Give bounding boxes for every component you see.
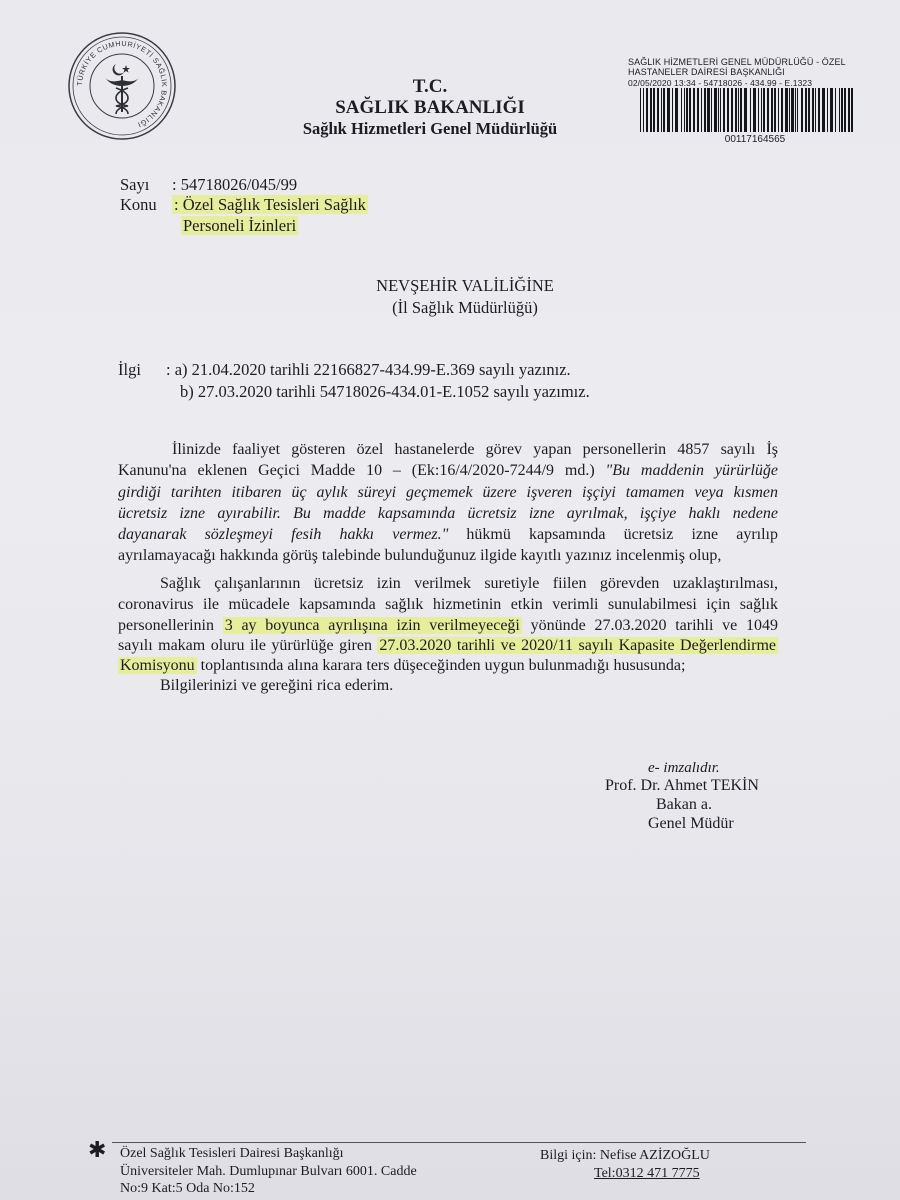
barcode-bar — [731, 88, 733, 132]
barcode-bar — [689, 88, 691, 132]
barcode-bar — [805, 88, 807, 132]
barcode-bar — [753, 88, 756, 132]
barcode-bar — [827, 88, 828, 132]
barcode-bar — [661, 88, 662, 132]
barcode-bar — [791, 88, 794, 132]
barcode-bar — [744, 88, 747, 132]
body-p2-line4 — [118, 637, 778, 655]
body-p2-highlight-2: 27.03.2020 tarihli ve 2020/11 sayılı Kapasite Değerlendirme — [379, 637, 776, 654]
footer-tel[interactable]: Tel:0312 471 7775 — [594, 1166, 700, 1181]
barcode-bar — [801, 88, 803, 132]
body-p2-line3 — [118, 617, 778, 635]
body-p1-line5 — [118, 526, 778, 544]
barcode-bar — [818, 88, 820, 132]
barcode-text-line2: HASTANELER DAİRESİ BAŞKANLIĞI — [628, 67, 785, 77]
footer-address1: Üniversiteler Mah. Dumlupınar Bulvarı 6001. Cadde — [120, 1164, 417, 1179]
ilgi-label: İlgi — [118, 360, 141, 379]
body-p1-line1: İlinizde faaliyet gösteren özel hastanelerde görev yapan personellerin 4857 sayılı İş — [172, 441, 778, 458]
body-p2-highlight-1: 3 ay boyunca ayrılışına izin verilmeyeceği — [224, 617, 520, 634]
barcode-bar — [767, 88, 769, 132]
barcode-text-line1: SAĞLIK HİZMETLERİ GENEL MÜDÜRLÜĞÜ - ÖZEL — [628, 57, 846, 67]
barcode-bar — [761, 88, 762, 132]
barcode-bar — [789, 88, 790, 132]
barcode-bar — [797, 88, 798, 132]
footer-divider — [112, 1142, 806, 1143]
barcode-bar — [704, 88, 706, 132]
konu-label: Konu — [120, 195, 157, 214]
barcode-bar — [718, 88, 719, 132]
barcode-image — [638, 88, 858, 132]
barcode-bar — [781, 88, 783, 132]
barcode-bar — [697, 88, 699, 132]
barcode-bar — [693, 88, 695, 132]
body-p2-highlight-3: Komisyonu — [120, 657, 195, 674]
body-p2-line3-plain: personellerinin — [118, 617, 223, 634]
body-p2-line2: coronavirus ile mücadele kapsamında sağlık hizmetinin etkin verimli sunulabilmesi için sağlık — [118, 596, 778, 613]
barcode-bar — [778, 88, 779, 132]
closing-line: Bilgilerinizi ve gereğini rica ederim. — [160, 677, 394, 694]
barcode-bar — [738, 88, 739, 132]
barcode-bar — [684, 88, 685, 132]
barcode-bar — [812, 88, 814, 132]
barcode-bar — [723, 88, 725, 132]
barcode-number: 00117164565 — [724, 134, 786, 145]
barcode-bar — [720, 88, 721, 132]
body-p1-line3: girdiği tarihten itibaren üç aylık süreyi geçmemek üzere işveren işçiyi tamamen veya kısmen — [118, 484, 778, 501]
body-p2-line5-plain: toplantısında alına karara ters düşeceğinden uygun bulunmadığı hususunda; — [196, 657, 686, 674]
header-ministry: SAĞLIK BAKANLIĞI — [335, 97, 525, 118]
sayi-value: : 54718026/045/99 — [172, 175, 298, 194]
body-p1-line5-quote: dayanarak sözleşmeyi fesih hakkı vermez." — [118, 526, 449, 543]
barcode-bar — [663, 88, 665, 132]
barcode-bar — [672, 88, 673, 132]
barcode-bar — [844, 88, 846, 132]
barcode-bar — [830, 88, 833, 132]
sayi-label: Sayı — [120, 175, 150, 194]
barcode-bar — [657, 88, 659, 132]
footer-address2: No:9 Kat:5 Oda No:152 — [120, 1181, 255, 1196]
barcode-bar — [701, 88, 702, 132]
signature-title2: Genel Müdür — [648, 815, 734, 832]
body-p1-line2-quote: "Bu maddenin yürürlüğe — [594, 462, 778, 479]
barcode-bar — [808, 88, 810, 132]
barcode-bar — [774, 88, 776, 132]
body-p2-line4-plain: sayılı makam oluru ile yürürlüğe giren — [118, 637, 378, 654]
ilgi-b: b) 27.03.2020 tarihli 54718026-434.01-E.1052 sayılı yazımız. — [180, 382, 590, 401]
footer-dept: Özel Sağlık Tesisleri Dairesi Başkanlığı — [120, 1146, 344, 1161]
barcode-bar — [727, 88, 729, 132]
konu-highlight-1: : Özel Sağlık Tesisleri Sağlık — [174, 195, 366, 214]
body-p2-line3-rest: yönünde 27.03.2020 tarihli ve 1049 — [521, 617, 778, 634]
barcode-bar — [643, 88, 644, 132]
barcode-bar — [735, 88, 737, 132]
barcode-bar — [763, 88, 765, 132]
barcode-bar — [667, 88, 670, 132]
konu-value-line2 — [181, 216, 298, 236]
konu-value-line1 — [172, 195, 368, 215]
signature-title1: Bakan a. — [656, 796, 712, 813]
star-icon: ✱ — [88, 1137, 107, 1162]
barcode-bar — [711, 88, 712, 132]
ministry-seal-logo — [66, 30, 178, 142]
addressee-line2: (İl Sağlık Müdürlüğü) — [392, 298, 538, 317]
barcode-text-line3: 02/05/2020 13:34 - 54718026 - 434.99 - E.1323 — [628, 78, 813, 88]
footer-info: Bilgi için: Nefise AZİZOĞLU — [540, 1148, 710, 1163]
barcode-bar — [851, 88, 853, 132]
barcode-bar — [646, 88, 648, 132]
barcode-bar — [758, 88, 759, 132]
barcode-bar — [675, 88, 678, 132]
barcode-bar — [707, 88, 710, 132]
barcode-bar — [848, 88, 850, 132]
barcode-bar — [815, 88, 816, 132]
barcode-bar — [750, 88, 751, 132]
header-tc: T.C. — [412, 76, 448, 97]
body-p1-line2-plain: Kanunu'na eklenen Geçici Madde 10 – (Ek:16/4/2020-7244/9 md.) — [118, 462, 595, 479]
barcode-bar — [839, 88, 840, 132]
barcode-bar — [653, 88, 655, 132]
body-p1-line6: ayrılamayacağı hakkında görüş talebinde bulunduğunuz ilgide kayıtlı yazınız incelenmiş olup, — [118, 547, 722, 564]
body-p2-line1: Sağlık çalışanlarının ücretsiz izin verilmek suretiyle fiilen görevden uzaklaştırılması, — [160, 575, 778, 592]
body-p1-line4: ücretsiz izne ayırabilir. Bu madde kapsamında ücretsiz izne ayrılmak, işçiye haklı nedene — [118, 505, 778, 522]
header-directorate: Sağlık Hizmetleri Genel Müdürlüğü — [302, 119, 558, 138]
barcode-bar — [686, 88, 688, 132]
body-p1-line2 — [118, 462, 778, 480]
barcode-bar — [640, 88, 641, 132]
signature-name: Prof. Dr. Ahmet TEKİN — [605, 777, 759, 794]
konu-highlight-2: Personeli İzinleri — [183, 216, 297, 235]
barcode-bar — [841, 88, 843, 132]
seal-ring-text: TÜRKİYE CUMHURİYETİ SAĞLIK BAKANLIĞI — [74, 38, 170, 130]
body-p2-line5 — [118, 657, 778, 675]
barcode-bar — [650, 88, 652, 132]
barcode-bar — [714, 88, 717, 132]
barcode-bar — [835, 88, 836, 132]
body-p1-line5-plain: hükmü kapsamında ücretsiz izne ayrılıp — [448, 526, 778, 543]
addressee-line1: NEVŞEHİR VALİLİĞİNE — [376, 276, 554, 295]
barcode-bar — [681, 88, 682, 132]
barcode-bar — [785, 88, 788, 132]
barcode-bar — [822, 88, 825, 132]
barcode-bar — [795, 88, 796, 132]
barcode-bar — [771, 88, 773, 132]
signature-e-sign: e- imzalıdır. — [648, 760, 720, 776]
barcode-bar — [740, 88, 742, 132]
ilgi-a: : a) 21.04.2020 tarihli 22166827-434.99-E.369 sayılı yazınız. — [166, 360, 571, 379]
